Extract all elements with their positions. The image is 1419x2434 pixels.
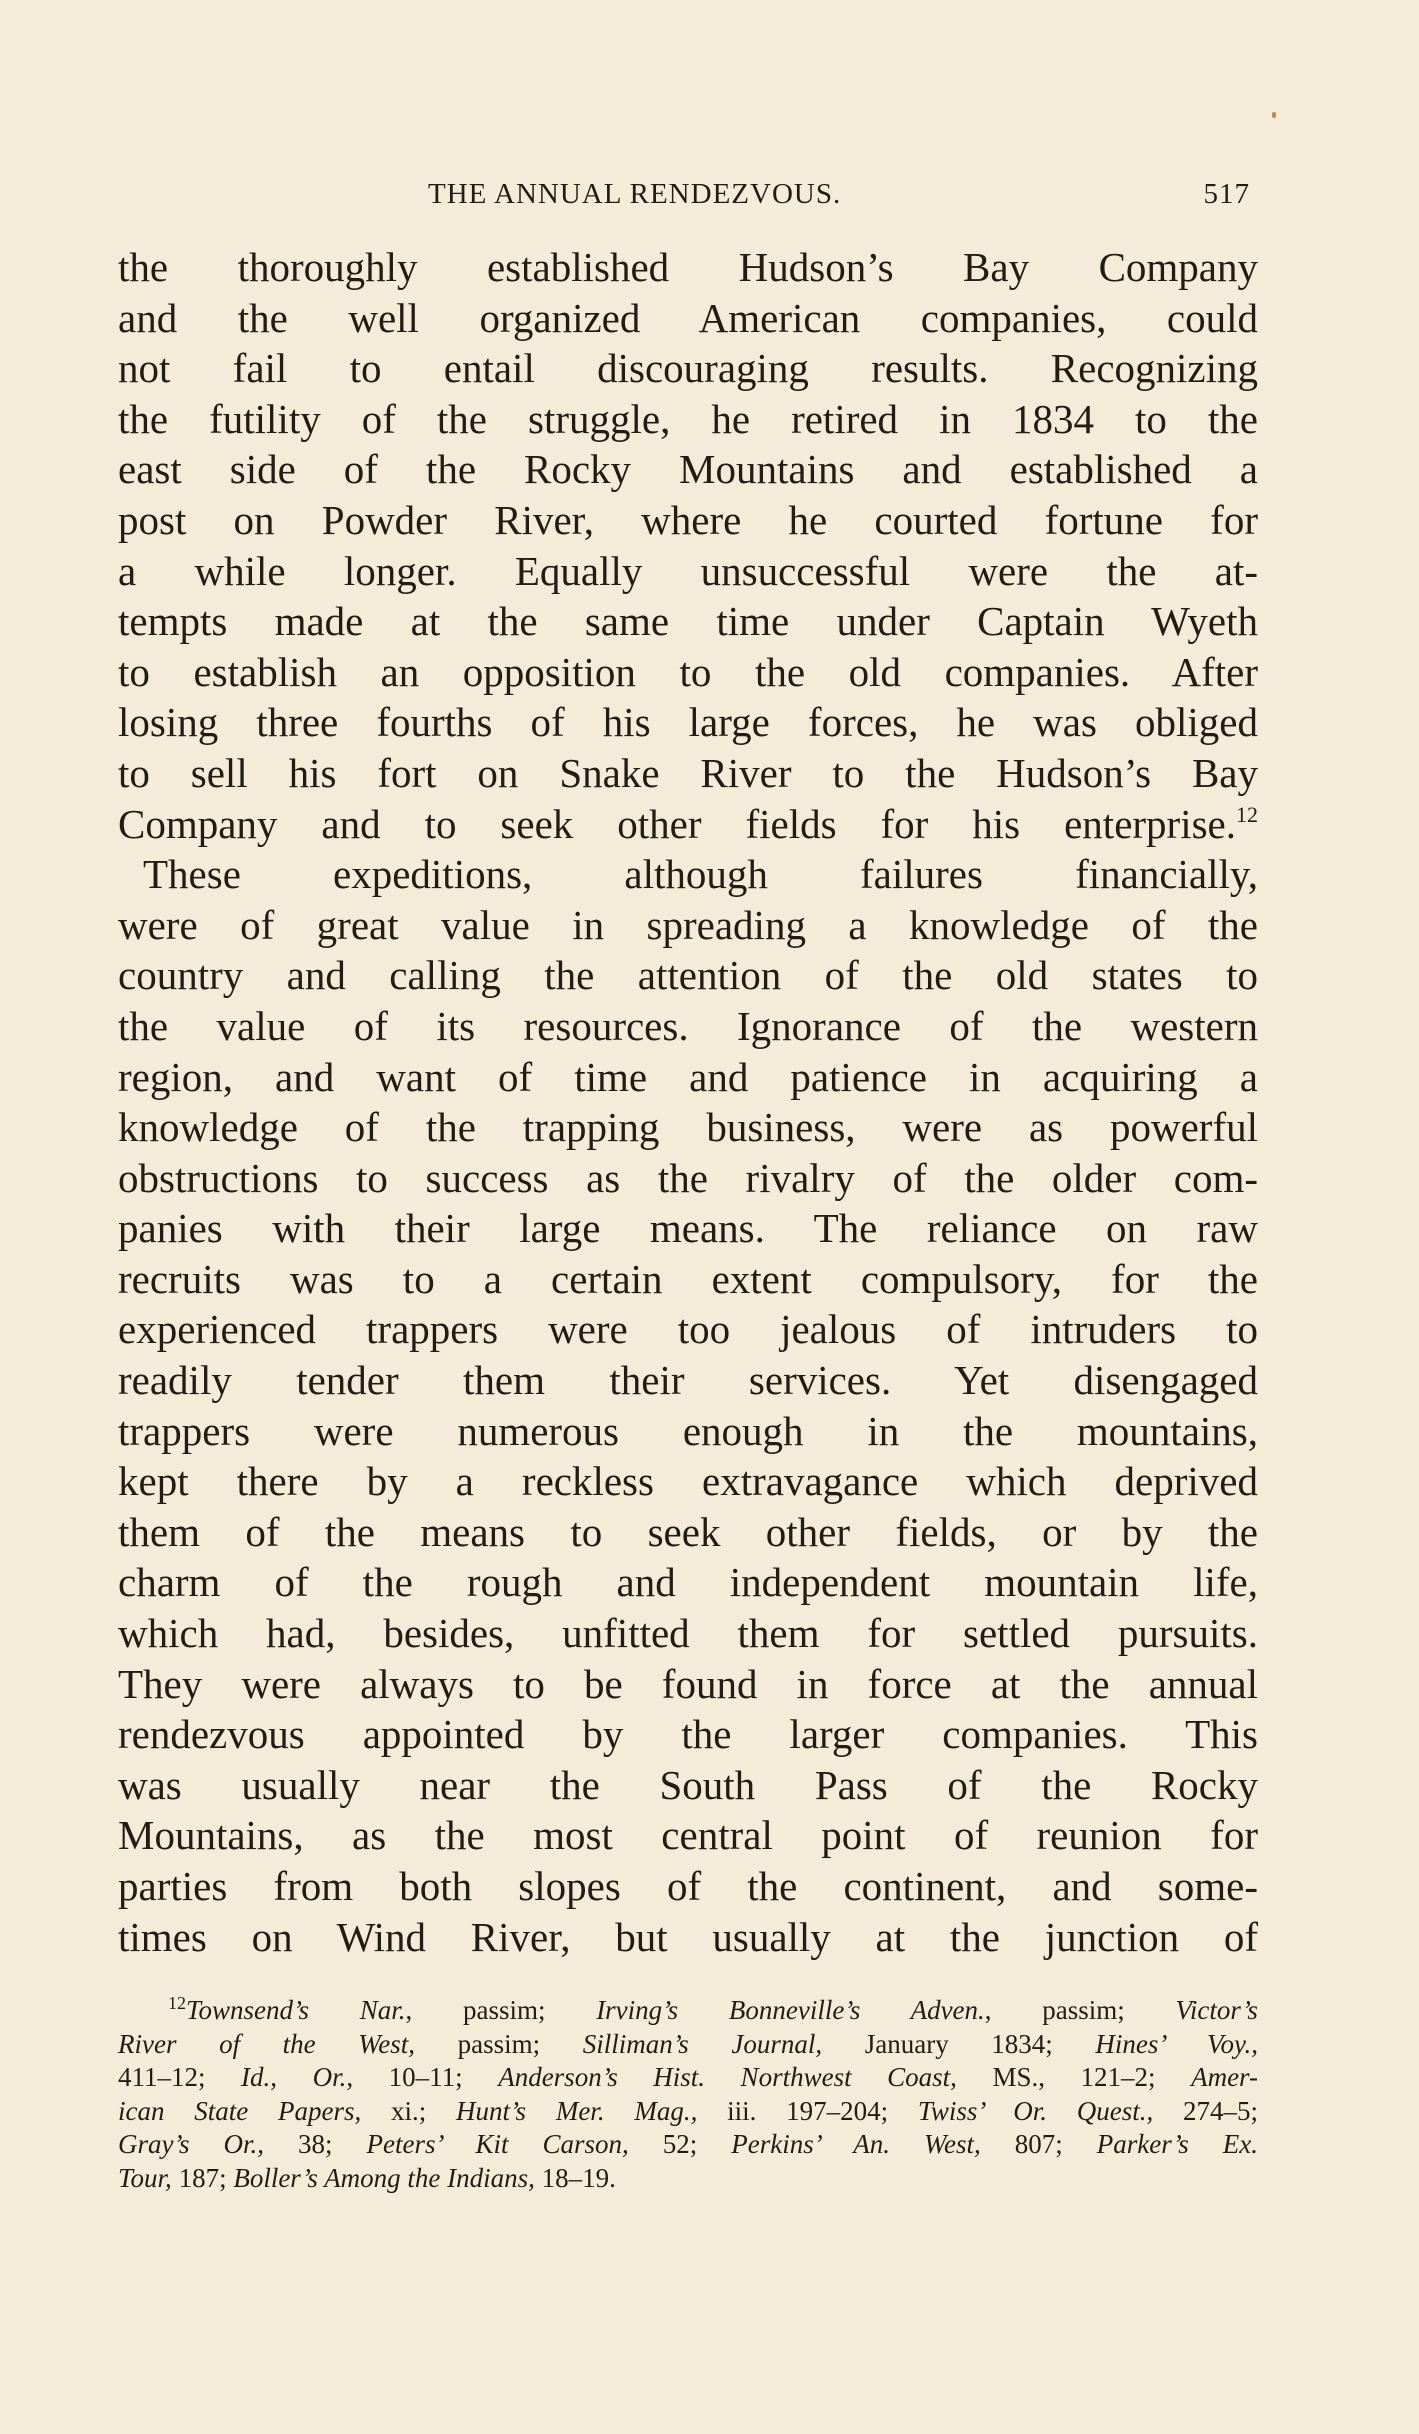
citation-text: xi.; <box>361 2095 457 2126</box>
footnote-line <box>118 2028 1258 2062</box>
text-line: Mountains, as the most central point of reunion for <box>118 1812 1258 1859</box>
text-line: They were always to be found in force at the annual <box>118 1660 1258 1707</box>
text-line: kept there by a reckless extravagance which deprived <box>118 1458 1258 1505</box>
text-line: the futility of the struggle, he retired in 1834 to the <box>118 395 1258 442</box>
citation-text: 274–5; <box>1153 2095 1258 2126</box>
citation-title: ican State Papers, <box>118 2095 362 2126</box>
footnote-reference[interactable]: 12 <box>1236 801 1258 827</box>
text-line: country and calling the attention of the old states to <box>118 952 1258 999</box>
paper-speck <box>1272 112 1276 118</box>
citation-title: Townsend’s Nar. <box>186 1995 406 2025</box>
citation-title: Amer- <box>1191 2062 1259 2092</box>
footnote-line <box>118 2095 1258 2129</box>
citation-title: Gray’s Or., <box>118 2129 265 2159</box>
text-line: region, and want of time and patience in acquiring a <box>118 1053 1258 1100</box>
citation-text: 52; <box>628 2129 732 2159</box>
text-line: times on Wind River, but usually at the junction of <box>118 1913 1258 1960</box>
text-line: and the well organized American companies, could <box>118 294 1258 341</box>
footnote-line <box>118 2162 1258 2196</box>
text-line: not fail to entail discouraging results. Recognizing <box>118 345 1258 392</box>
citation-text: , passim; <box>405 1995 597 2025</box>
citation-text: 18–19. <box>534 2162 616 2193</box>
text-line: charm of the rough and independent mountain life, <box>118 1559 1258 1606</box>
text-line: recruits was to a certain extent compulsory, for the <box>118 1255 1258 1302</box>
citation-title: Twiss’ Or. Quest., <box>917 2095 1154 2126</box>
footnote-line <box>118 2128 1258 2162</box>
text-line: trappers were numerous enough in the mountains, <box>118 1407 1258 1454</box>
text-line: to establish an opposition to the old companies. After <box>118 648 1258 695</box>
text-line: east side of the Rocky Mountains and established a <box>118 446 1258 493</box>
citation-title: Id., Or., <box>241 2062 354 2092</box>
citation-title: Perkins’ An. West, <box>731 2129 981 2159</box>
text-line: losing three fourths of his large forces, he was obliged <box>118 699 1258 746</box>
running-head-title: THE ANNUAL RENDEZVOUS. <box>428 178 842 210</box>
citation-text: 807; <box>980 2129 1097 2159</box>
footnote-number: 12 <box>168 1993 186 2013</box>
text-line: readily tender them their services. Yet disengaged <box>118 1357 1258 1404</box>
citation-title: Anderson’s Hist. Northwest Coast, <box>498 2062 957 2092</box>
citation-title: Boller’s Among the Indians, <box>233 2162 535 2193</box>
text-line: a while longer. Equally unsuccessful were the at- <box>118 547 1258 594</box>
text-line: to sell his fort on Snake River to the Hudson’s Bay <box>118 749 1258 796</box>
citation-title: Victor’s <box>1175 1995 1258 2025</box>
text-line: the thoroughly established Hudson’s Bay Company <box>118 244 1258 290</box>
page-number: 517 <box>1203 178 1250 210</box>
citation-text: 187; <box>171 2162 234 2193</box>
text-line: post on Powder River, where he courted fortune for <box>118 496 1258 543</box>
text-line: was usually near the South Pass of the Rocky <box>118 1761 1258 1808</box>
text-line: tempts made at the same time under Captain Wyeth <box>118 598 1258 645</box>
citation-title: Tour, <box>118 2162 172 2193</box>
text-line: obstructions to success as the rivalry of the older com- <box>118 1154 1258 1201</box>
paragraph-first-line: These expeditions, although failures financially, <box>143 851 1258 898</box>
citation-text: MS., 121–2; <box>956 2062 1192 2092</box>
citation-title: Hunt’s Mer. Mag., <box>456 2095 698 2126</box>
citation-text: January 1834; <box>822 2028 1096 2059</box>
footnotes <box>118 1994 1258 2195</box>
text-line: experienced trappers were too jealous of intruders to <box>118 1306 1258 1353</box>
citation-text: 10–11; <box>353 2062 499 2092</box>
citation-title: River of the West, <box>118 2028 416 2059</box>
footnote-line <box>118 2061 1258 2095</box>
running-head <box>118 178 1258 222</box>
citation-title: Peters’ Kit Carson, <box>366 2129 629 2159</box>
text-line-content: Company and to seek other fields for his enterprise. <box>118 800 1236 847</box>
text-line: rendezvous appointed by the larger companies. This <box>118 1711 1258 1758</box>
citation-text: , passim; <box>984 1995 1176 2025</box>
text-line: parties from both slopes of the continent, and some- <box>118 1863 1258 1909</box>
text-line: which had, besides, unfitted them for settled pursuits. <box>118 1610 1258 1657</box>
citation-text: iii. 197–204; <box>697 2095 918 2126</box>
citation-title: Irving’s Bonneville’s Adven. <box>596 1995 985 2025</box>
citation-title: Parker’s Ex. <box>1096 2129 1258 2159</box>
citation-text: 38; <box>264 2129 367 2159</box>
text-line: them of the means to seek other fields, or by the <box>118 1508 1258 1555</box>
body-text <box>118 242 1258 1962</box>
footnote-line <box>118 1994 1258 2028</box>
text-line: knowledge of the trapping business, were as powerful <box>118 1104 1258 1151</box>
text-line: the value of its resources. Ignorance of the western <box>118 1002 1258 1049</box>
citation-text: passim; <box>415 2028 583 2059</box>
citation-title: Silliman’s Journal, <box>582 2028 823 2059</box>
text-line: panies with their large means. The reliance on raw <box>118 1205 1258 1252</box>
citation-text: 411–12; <box>118 2062 242 2092</box>
citation-title: Hines’ Voy., <box>1095 2028 1259 2059</box>
text-line-with-footnote-ref <box>118 799 1258 850</box>
text-line: were of great value in spreading a knowledge of the <box>118 901 1258 948</box>
